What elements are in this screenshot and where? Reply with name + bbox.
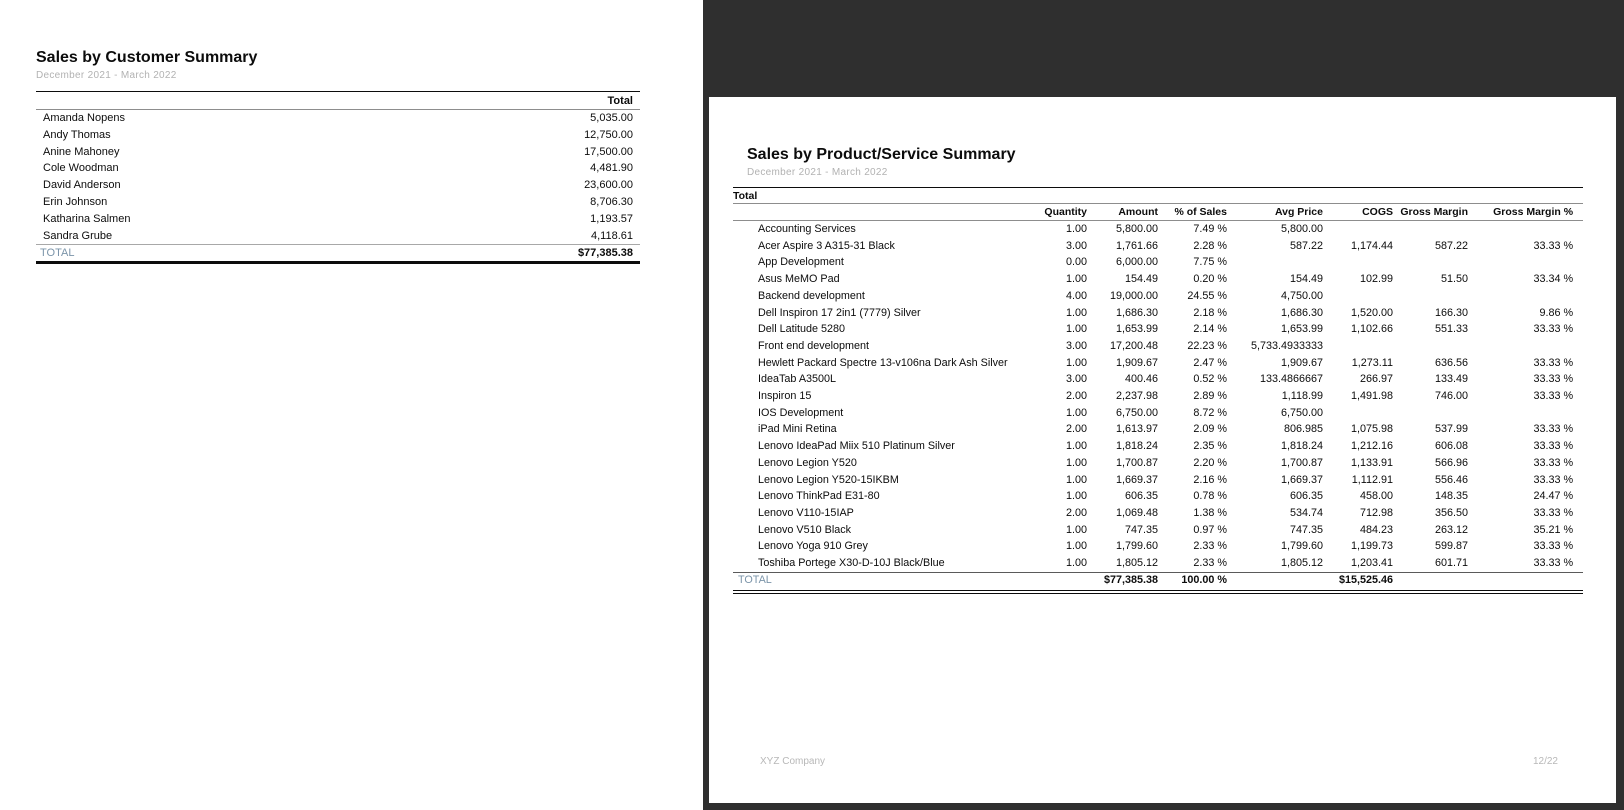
cell-quantity: 1.00 [1065, 473, 1087, 486]
cell-cogs: 1,491.98 [1350, 390, 1393, 403]
cell-gross_margin [1393, 254, 1468, 271]
cell-amount: 400.46 [1124, 373, 1158, 386]
cell-name: Inspiron 15 [758, 390, 812, 403]
cell-amount: 1,686.30 [1115, 306, 1158, 319]
cell-gross_margin [1393, 288, 1468, 305]
report-date-range: December 2021 - March 2022 [747, 167, 888, 178]
cell-pct_of_sales: 24.55 % [1187, 289, 1227, 302]
column-header-row [733, 204, 1583, 221]
cell-name: Accounting Services [758, 223, 856, 235]
cell-cogs: 1,273.11 [1351, 356, 1393, 369]
cell-gross_margin: 148.35 [1434, 490, 1468, 503]
cell-name: Amanda Nopens [43, 112, 125, 124]
cell-cogs [1323, 221, 1393, 238]
cell-gross_margin: 263.12 [1434, 523, 1468, 536]
table-row [733, 522, 1583, 539]
column-header-row [36, 92, 640, 110]
table-row [36, 160, 640, 177]
cell-gross_margin_pct [1468, 288, 1583, 305]
table-row [733, 321, 1583, 338]
cell-name: Lenovo V110-15IAP [758, 506, 854, 519]
cell-pct_of_sales: 0.97 % [1193, 523, 1227, 536]
cell-quantity: 1.00 [1065, 490, 1087, 503]
cell-quantity: 2.00 [1065, 506, 1087, 519]
cell-gross_margin: 746.00 [1434, 390, 1468, 403]
table-row [733, 405, 1583, 422]
cell-avg_price: 1,669.37 [1280, 473, 1323, 486]
cell-name: Katharina Salmen [43, 212, 131, 225]
cell-amount: 1,805.12 [1115, 557, 1158, 570]
table-bottom-rule [36, 261, 640, 264]
cell-amount: 1,069.48 [1115, 506, 1158, 519]
cell-quantity: 3.00 [1065, 373, 1087, 386]
cell-quantity: 1.00 [1065, 306, 1087, 319]
total-pct-of-sales: 100.00 % [1158, 572, 1227, 588]
cell-total: 23,600.00 [584, 179, 633, 192]
table-row [733, 555, 1583, 572]
cell-amount: 606.35 [1124, 490, 1158, 503]
cell-gross_margin_pct: 33.33 % [1533, 456, 1574, 469]
total-row [733, 572, 1583, 588]
cell-name: iPad Mini Retina [758, 423, 837, 436]
table-row [36, 127, 640, 144]
cell-name: Lenovo IdeaPad Miix 510 Platinum Silver [758, 440, 955, 453]
cell-amount: 1,818.24 [1115, 440, 1158, 453]
cell-quantity: 3.00 [1065, 339, 1087, 352]
cell-pct_of_sales: 2.33 % [1193, 540, 1227, 553]
cell-amount: 6,000.00 [1115, 256, 1158, 269]
cell-pct_of_sales: 2.28 % [1193, 239, 1227, 252]
total-gross-margin-pct [1468, 572, 1583, 588]
column-header-quantity: Quantity [1023, 204, 1087, 221]
cell-quantity: 1.00 [1065, 273, 1087, 286]
cell-pct_of_sales: 2.20 % [1193, 456, 1227, 469]
cell-pct_of_sales: 0.20 % [1193, 273, 1227, 286]
customer-summary-table [36, 91, 640, 260]
cell-amount: 1,700.87 [1115, 456, 1158, 469]
cell-gross_margin_pct: 33.33 % [1533, 473, 1574, 486]
cell-name: Lenovo Legion Y520-15IKBM [758, 473, 899, 486]
cell-quantity: 2.00 [1065, 390, 1087, 403]
cell-gross_margin_pct [1468, 405, 1583, 422]
customer-rows [36, 110, 640, 245]
cell-gross_margin_pct: 33.33 % [1533, 239, 1574, 252]
cell-total: 17,500.00 [584, 145, 633, 158]
customer-summary-report [36, 48, 640, 264]
cell-gross_margin_pct: 33.33 % [1533, 373, 1574, 386]
total-row [36, 245, 640, 261]
customer-summary-page [0, 0, 703, 810]
cell-gross_margin [1393, 221, 1468, 238]
cell-name: Erin Johnson [43, 195, 108, 208]
cell-name: Front end development [758, 339, 870, 352]
total-value: $77,385.38 [476, 245, 640, 261]
table-row [733, 355, 1583, 372]
cell-quantity: 4.00 [1065, 289, 1087, 302]
cell-gross_margin: 601.71 [1434, 557, 1468, 570]
cell-gross_margin [1393, 338, 1468, 355]
cell-name: Dell Latitude 5280 [758, 323, 846, 336]
cell-avg_price: 154.49 [1289, 273, 1323, 286]
total-amount: $77,385.38 [1087, 572, 1158, 588]
table-row [733, 238, 1583, 255]
cell-gross_margin: 356.50 [1434, 506, 1468, 519]
cell-cogs: 1,112.91 [1351, 473, 1393, 486]
cell-gross_margin_pct: 33.33 % [1533, 506, 1574, 519]
column-header-gross-margin: Gross Margin [1393, 204, 1468, 221]
cell-quantity: 2.00 [1065, 423, 1087, 436]
cell-gross_margin_pct: 33.33 % [1533, 390, 1574, 403]
cell-amount: 154.49 [1124, 273, 1158, 286]
cell-name: Hewlett Packard Spectre 13-v106na Dark Ash Silver [758, 356, 1008, 369]
cell-cogs: 266.97 [1359, 373, 1393, 386]
cell-amount: 1,799.60 [1115, 540, 1158, 553]
cell-gross_margin_pct [1468, 338, 1583, 355]
cell-amount: 1,653.99 [1115, 323, 1158, 336]
cell-gross_margin: 551.33 [1434, 323, 1468, 336]
header-spacer [36, 92, 476, 110]
cell-name: Backend development [758, 289, 865, 302]
cell-cogs: 1,133.91 [1350, 456, 1393, 469]
cell-cogs: 458.00 [1359, 490, 1393, 503]
cell-amount: 1,669.37 [1115, 473, 1158, 486]
table-row [733, 488, 1583, 505]
table-row [733, 338, 1583, 355]
cell-amount: 17,200.48 [1109, 339, 1158, 352]
footer-company: XYZ Company [760, 756, 826, 767]
cell-gross_margin: 166.30 [1434, 306, 1468, 319]
cell-quantity: 1.00 [1065, 356, 1087, 369]
cell-avg_price [1227, 254, 1323, 271]
cell-quantity: 0.00 [1065, 256, 1087, 269]
table-row [733, 455, 1583, 472]
column-header-total: Total [476, 92, 640, 110]
cell-avg_price: 1,909.67 [1280, 356, 1323, 369]
cell-avg_price: 1,799.60 [1280, 540, 1323, 553]
total-avg-price [1227, 572, 1323, 588]
cell-gross_margin_pct: 33.33 % [1533, 423, 1574, 436]
cell-avg_price: 133.4866667 [1259, 373, 1323, 386]
cell-avg_price: 5,733.4933333 [1250, 339, 1323, 352]
cell-total: 1,193.57 [590, 212, 633, 225]
cell-gross_margin_pct [1468, 221, 1583, 238]
product-summary-report [733, 145, 1583, 594]
total-label: TOTAL [36, 245, 476, 261]
cell-amount: 1,909.67 [1115, 356, 1158, 369]
cell-amount: 1,613.97 [1115, 423, 1158, 436]
cell-quantity: 1.00 [1065, 406, 1087, 419]
group-header-row [733, 188, 1583, 204]
column-header-cogs: COGS [1323, 204, 1393, 221]
table-row [733, 288, 1583, 305]
cell-name: Lenovo ThinkPad E31-80 [758, 490, 880, 503]
cell-cogs [1323, 338, 1393, 355]
report-title: Sales by Product/Service Summary [747, 146, 1016, 163]
cell-avg_price: 806.985 [1283, 423, 1323, 436]
cell-gross_margin_pct: 9.86 % [1539, 306, 1574, 319]
cell-name: Lenovo Legion Y520 [758, 456, 857, 469]
cell-pct_of_sales: 2.18 % [1193, 306, 1227, 319]
cell-pct_of_sales: 2.16 % [1193, 473, 1227, 486]
table-row [36, 228, 640, 245]
product-summary-table [733, 187, 1583, 588]
cell-gross_margin_pct: 24.47 % [1533, 490, 1574, 503]
cell-amount: 6,750.00 [1115, 406, 1158, 419]
group-header-total: Total [733, 188, 1583, 204]
cell-pct_of_sales: 2.35 % [1193, 440, 1227, 453]
cell-name: Cole Woodman [43, 162, 119, 175]
table-bottom-rule [733, 590, 1583, 595]
cell-avg_price: 1,818.24 [1280, 440, 1323, 453]
column-header-pct-of-sales: % of Sales [1158, 204, 1227, 221]
cell-quantity: 3.00 [1065, 239, 1087, 252]
table-row [733, 388, 1583, 405]
cell-pct_of_sales: 22.23 % [1187, 339, 1227, 352]
cell-quantity: 1.00 [1065, 440, 1087, 453]
cell-pct_of_sales: 2.09 % [1193, 423, 1227, 436]
cell-cogs: 102.99 [1359, 273, 1393, 286]
cell-pct_of_sales: 2.14 % [1193, 323, 1227, 336]
cell-gross_margin: 587.22 [1434, 239, 1468, 252]
product-summary-page [709, 97, 1616, 803]
table-row [733, 421, 1583, 438]
cell-gross_margin_pct [1468, 254, 1583, 271]
column-header-gross-margin-pct: Gross Margin % [1468, 204, 1583, 221]
table-row [36, 194, 640, 211]
cell-avg_price: 1,686.30 [1280, 306, 1323, 319]
cell-pct_of_sales: 2.33 % [1193, 557, 1227, 570]
cell-avg_price: 534.74 [1289, 506, 1323, 519]
cell-pct_of_sales: 0.78 % [1193, 490, 1227, 503]
cell-cogs: 1,174.44 [1350, 239, 1393, 252]
pdf-viewer-canvas [703, 0, 1624, 810]
cell-total: 5,035.00 [590, 112, 633, 124]
cell-cogs: 1,075.98 [1350, 423, 1393, 436]
cell-cogs: 1,520.00 [1350, 306, 1393, 319]
table-row [733, 538, 1583, 555]
cell-gross_margin_pct: 33.34 % [1533, 273, 1574, 286]
cell-cogs [1323, 405, 1393, 422]
table-row [36, 177, 640, 194]
table-row [733, 505, 1583, 522]
cell-pct_of_sales: 2.89 % [1193, 390, 1227, 403]
header-spacer [733, 204, 1023, 221]
cell-quantity: 1.00 [1065, 456, 1087, 469]
cell-pct_of_sales: 1.38 % [1193, 506, 1227, 519]
cell-quantity: 1.00 [1065, 323, 1087, 336]
cell-pct_of_sales: 0.52 % [1193, 373, 1227, 386]
cell-gross_margin: 599.87 [1434, 540, 1468, 553]
page-footer [760, 756, 1558, 767]
cell-gross_margin: 537.99 [1434, 423, 1468, 436]
total-label: TOTAL [733, 572, 1023, 588]
cell-pct_of_sales: 7.49 % [1193, 223, 1227, 235]
total-cogs: $15,525.46 [1323, 572, 1393, 588]
cell-quantity: 1.00 [1065, 223, 1087, 235]
table-row [733, 271, 1583, 288]
report-title: Sales by Customer Summary [36, 49, 258, 66]
cell-amount: 2,237.98 [1115, 390, 1158, 403]
cell-gross_margin_pct: 33.33 % [1533, 540, 1574, 553]
cell-cogs: 712.98 [1359, 506, 1393, 519]
cell-amount: 19,000.00 [1109, 289, 1158, 302]
column-header-amount: Amount [1087, 204, 1158, 221]
cell-gross_margin: 51.50 [1440, 273, 1468, 286]
table-row [36, 144, 640, 161]
column-header-avg-price: Avg Price [1227, 204, 1323, 221]
cell-name: Lenovo Yoga 910 Grey [758, 540, 868, 553]
cell-avg_price: 1,700.87 [1280, 456, 1323, 469]
cell-gross_margin_pct: 33.33 % [1533, 323, 1574, 336]
total-quantity [1023, 572, 1087, 588]
report-date-range: December 2021 - March 2022 [36, 70, 177, 81]
table-row [733, 371, 1583, 388]
cell-total: 4,481.90 [590, 162, 633, 175]
cell-avg_price: 587.22 [1289, 239, 1323, 252]
cell-name: Acer Aspire 3 A315-31 Black [758, 239, 895, 252]
cell-avg_price: 4,750.00 [1280, 289, 1323, 302]
table-row [36, 110, 640, 127]
cell-avg_price: 606.35 [1289, 490, 1323, 503]
cell-total: 12,750.00 [584, 128, 633, 141]
cell-pct_of_sales: 2.47 % [1193, 356, 1227, 369]
cell-cogs: 484.23 [1359, 523, 1393, 536]
cell-avg_price: 1,805.12 [1280, 557, 1323, 570]
cell-total: 8,706.30 [590, 195, 633, 208]
cell-name: App Development [758, 256, 844, 269]
cell-pct_of_sales: 8.72 % [1193, 406, 1227, 419]
total-gross-margin [1393, 572, 1468, 588]
cell-amount: 5,800.00 [1115, 223, 1158, 235]
table-row [733, 254, 1583, 271]
table-row [36, 211, 640, 228]
cell-total: 4,118.61 [590, 229, 633, 242]
cell-name: Sandra Grube [43, 229, 113, 242]
footer-page-number: 12/22 [1532, 756, 1558, 767]
cell-amount: 1,761.66 [1115, 239, 1158, 252]
cell-cogs [1323, 288, 1393, 305]
cell-avg_price: 1,118.99 [1281, 390, 1323, 403]
cell-cogs: 1,212.16 [1350, 440, 1393, 453]
cell-name: IdeaTab A3500L [758, 373, 837, 386]
cell-name: David Anderson [43, 179, 121, 192]
cell-name: Anine Mahoney [43, 145, 120, 158]
cell-name: Lenovo V510 Black [758, 523, 852, 536]
cell-gross_margin: 566.96 [1434, 456, 1468, 469]
cell-cogs: 1,199.73 [1350, 540, 1393, 553]
cell-avg_price: 1,653.99 [1280, 323, 1323, 336]
cell-name: Asus MeMO Pad [758, 273, 840, 286]
cell-gross_margin: 133.49 [1434, 373, 1468, 386]
cell-quantity: 1.00 [1065, 557, 1087, 570]
cell-gross_margin_pct: 33.33 % [1533, 356, 1574, 369]
cell-gross_margin: 556.46 [1434, 473, 1468, 486]
cell-cogs: 1,203.41 [1350, 557, 1393, 570]
cell-name: Toshiba Portege X30-D-10J Black/Blue [758, 557, 945, 570]
cell-gross_margin: 606.08 [1434, 440, 1468, 453]
cell-gross_margin_pct: 33.33 % [1533, 440, 1574, 453]
cell-quantity: 1.00 [1065, 523, 1087, 536]
cell-cogs: 1,102.66 [1350, 323, 1393, 336]
table-row [733, 472, 1583, 489]
cell-gross_margin [1393, 405, 1468, 422]
table-row [733, 438, 1583, 455]
product-rows [733, 221, 1583, 573]
table-row [733, 305, 1583, 322]
cell-name: Andy Thomas [43, 128, 111, 141]
cell-gross_margin_pct: 33.33 % [1533, 557, 1574, 570]
table-row [733, 221, 1583, 238]
cell-avg_price: 6,750.00 [1280, 406, 1323, 419]
cell-avg_price: 747.35 [1289, 523, 1323, 536]
cell-quantity: 1.00 [1065, 540, 1087, 553]
cell-name: IOS Development [758, 406, 844, 419]
cell-pct_of_sales: 7.75 % [1193, 256, 1227, 269]
cell-gross_margin: 636.56 [1434, 356, 1468, 369]
cell-gross_margin_pct: 35.21 % [1533, 523, 1574, 536]
cell-name: Dell Inspiron 17 2in1 (7779) Silver [758, 306, 921, 319]
cell-amount: 747.35 [1124, 523, 1158, 536]
cell-cogs [1323, 254, 1393, 271]
cell-avg_price: 5,800.00 [1280, 223, 1323, 235]
